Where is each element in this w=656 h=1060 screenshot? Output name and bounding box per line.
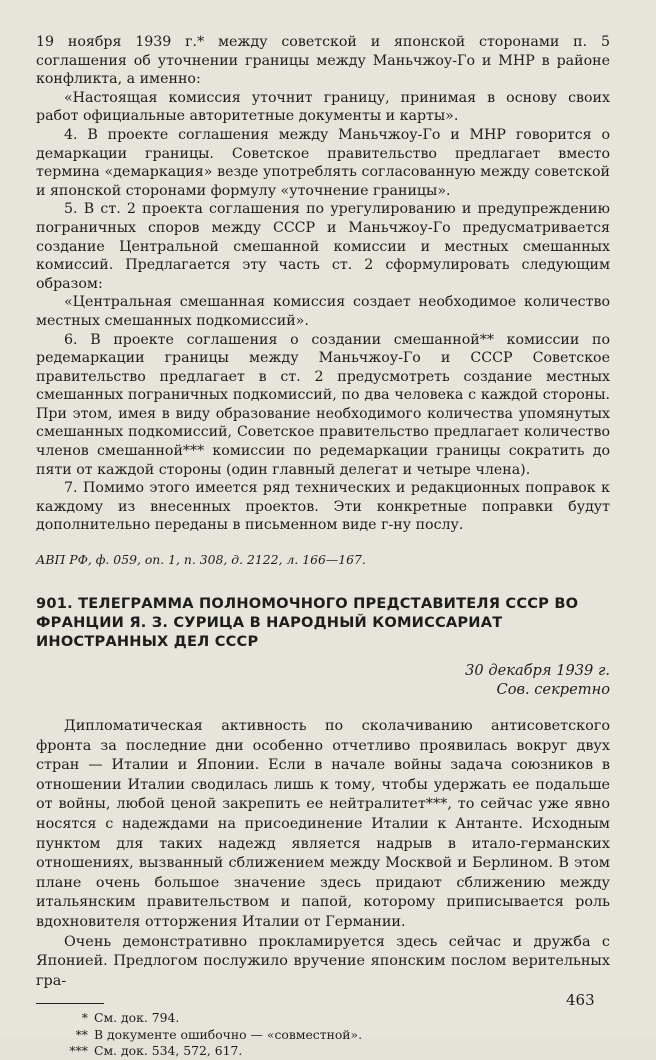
text-paragraph: 4. В проекте соглашения между Маньчжоу-Го и МНР говорится о демаркации границы. Советское правительство предлагает вместо термина «демаркация» везде употреблять согласованную между советской и японской сторонами формулу «уточнение границы». bbox=[36, 126, 610, 199]
text-paragraph: Дипломатическая активность по сколачиванию антисоветского фронта за последние дни особенно отчетливо проявилась вокруг двух стран — Италии и Японии. Если в начале войны задача союзников в отношении Италии сводилась лишь к тому, чтобы удержать ее подальше от войны, любой ценой закрепить ее нейтралитет***, то сейчас уже явно носятся с надеждами на присоединение Италии к Антанте. Исходным пунктом для таких надежд является надрыв в итало-германских отношениях, вызванный сближением между Москвой и Берлином. В этом плане очень большое значение здесь придают сближению между итальянским правительством и папой, которому приписывается роль вдохновителя отторжения Италии от Германии. bbox=[36, 718, 610, 930]
footnote-text: См. док. 534, 572, 617. bbox=[94, 1043, 243, 1059]
document-classification: Сов. секретно bbox=[496, 681, 610, 699]
text-paragraph: 6. В проекте соглашения о создании смешанной** комиссии по редемаркации границы между Маньчжоу-Го и СССР Советское правительство предлагает в ст. 2 предусмотреть создание местных смешанных пограничных подкомиссий, по два человека с каждой стороны. При этом, имея в виду образование необходимого количества упомянутых смешанных подкомиссий, Советское правительство предлагает количество членов смешанной*** комиссии по редемаркации границы сократить до пяти от каждой стороны (один главный делегат и четыре члена). bbox=[36, 331, 610, 478]
archive-source-reference: АВП РФ, ф. 059, оп. 1, п. 308, д. 2122, л. 166—167. bbox=[36, 552, 366, 568]
document-body bbox=[36, 717, 610, 991]
footnotes bbox=[36, 1010, 610, 1059]
footnote-text: См. док. 794. bbox=[94, 1010, 180, 1026]
text-paragraph: Очень демонстративно прокламируется здесь сейчас и дружба с Японией. Предлогом послужило вручение японским послом верительных гра- bbox=[36, 933, 610, 989]
footnote-divider bbox=[36, 1003, 104, 1004]
footnote bbox=[36, 1027, 610, 1043]
text-paragraph: 7. Помимо этого имеется ряд технических и редакционных поправок к каждому из внесенных проектов. Эти конкретные поправки будут дополнительно переданы в письменном виде г-ну послу. bbox=[36, 480, 610, 534]
page-content bbox=[36, 33, 610, 1060]
quote-paragraph: «Настоящая комиссия уточнит границу, принимая в основу своих работ официальные авторитетные документы и карты». bbox=[36, 89, 610, 125]
text-paragraph: 19 ноября 1939 г.* между советской и японской сторонами п. 5 соглашения об уточнении границы между Маньчжоу-Го и МНР в районе конфликта, а именно: bbox=[36, 34, 610, 88]
footnote-mark: ** bbox=[75, 1026, 88, 1042]
footnote-mark: *** bbox=[69, 1043, 88, 1059]
footnote-mark: * bbox=[81, 1010, 88, 1026]
quote-paragraph: «Центральная смешанная комиссия создает необходимое количество местных смешанных подкомиссий». bbox=[36, 294, 610, 329]
text-paragraph: 5. В ст. 2 проекта соглашения по урегулированию и предупреждению пограничных споров между СССР и Маньчжоу-Го предусматривается создание Центральной смешанной комиссии и местных смешанных комиссий. Предлагается эту часть ст. 2 сформулировать следующим образом: bbox=[36, 201, 610, 292]
page-number: 463 bbox=[566, 991, 595, 1009]
document-dateline bbox=[36, 661, 610, 699]
footnote bbox=[36, 1010, 610, 1026]
footnote bbox=[36, 1043, 610, 1059]
document-heading: 901. ТЕЛЕГРАММА ПОЛНОМОЧНОГО ПРЕДСТАВИТЕЛЯ СССР ВО ФРАНЦИИ Я. З. СУРИЦА В НАРОДНЫЙ КОМИССАРИАТ ИНОСТРАННЫХ ДЕЛ СССР bbox=[36, 595, 579, 651]
document-date: 30 декабря 1939 г. bbox=[465, 662, 610, 680]
footnote-text: В документе ошибочно — «совместной». bbox=[94, 1026, 363, 1042]
